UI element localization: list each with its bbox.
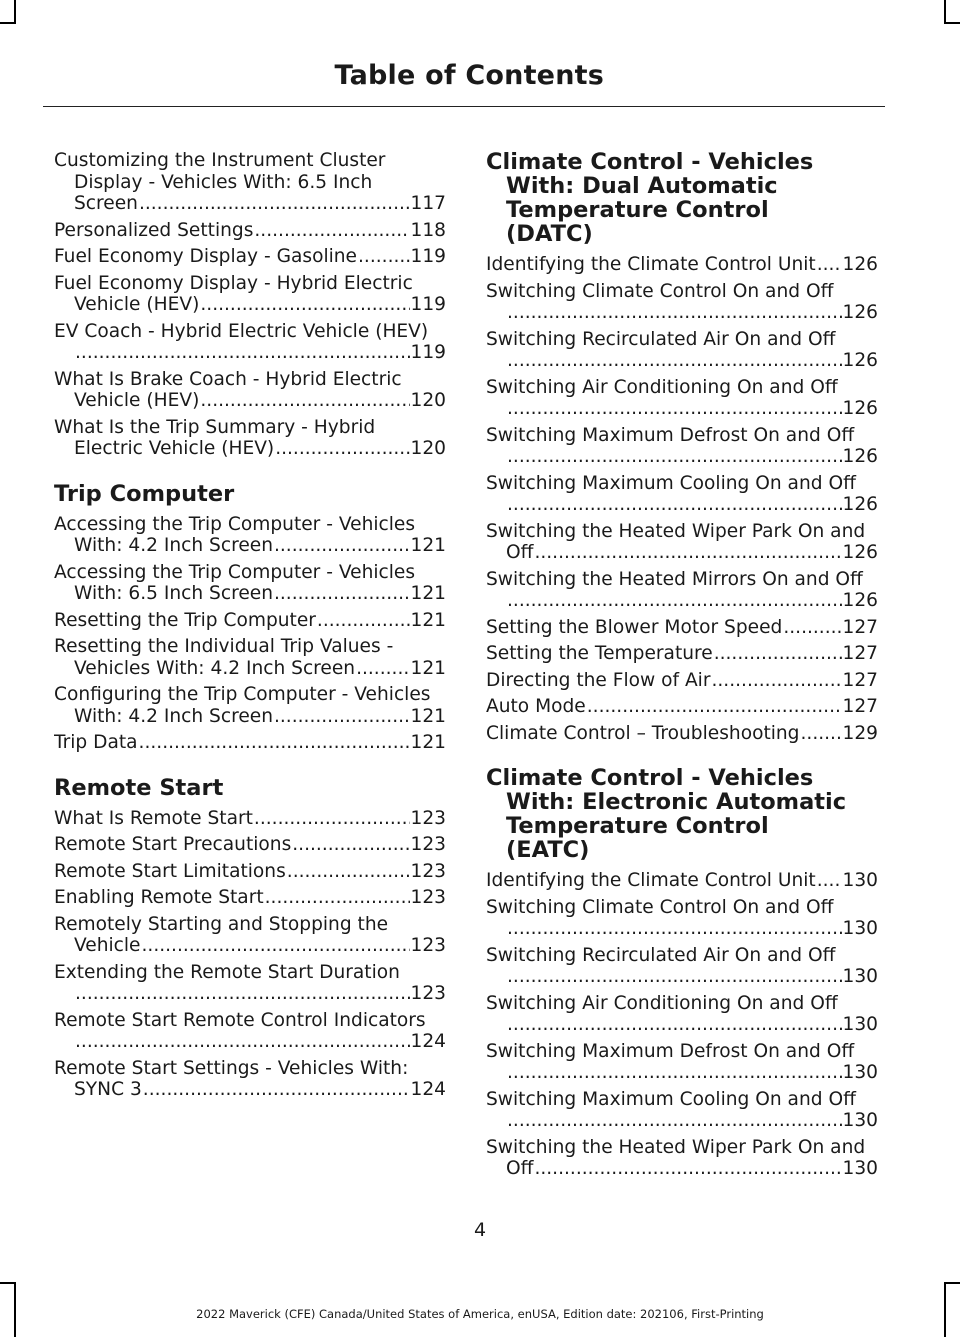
crop-mark bbox=[944, 0, 946, 24]
toc-entry-leader-row bbox=[54, 535, 446, 557]
section-heading-line: Temperature Control bbox=[506, 813, 769, 839]
toc-entry-leader-row bbox=[54, 1079, 446, 1101]
toc-entry-leader-row bbox=[486, 723, 878, 745]
toc-entry-page: 126 bbox=[842, 590, 878, 611]
toc-entry-title: Remote Start Precautions bbox=[54, 834, 292, 855]
toc-entry-leader-row bbox=[54, 220, 446, 242]
toc-entry[interactable] bbox=[486, 254, 878, 276]
toc-entry-title: Personalized Settings bbox=[54, 219, 254, 241]
toc-entry[interactable] bbox=[486, 569, 878, 612]
toc-entry-title: With: 4.2 Inch Screen bbox=[74, 535, 273, 556]
section-heading bbox=[486, 150, 878, 246]
toc-entry-title-line: Configuring the Trip Computer - Vehicles bbox=[54, 684, 431, 705]
dot-leader bbox=[711, 670, 841, 692]
toc-entry-page: 130 bbox=[842, 870, 878, 891]
dot-leader bbox=[507, 1110, 842, 1132]
toc-entry[interactable] bbox=[54, 684, 446, 727]
toc-entry-title-line: Switching Air Conditioning On and Off bbox=[486, 376, 838, 398]
dot-leader bbox=[507, 494, 842, 516]
toc-entry-title-line: Fuel Economy Display - Hybrid Electric bbox=[54, 272, 413, 294]
toc-entry-title: Vehicle (HEV) bbox=[74, 390, 200, 411]
toc-entry-page: 124 bbox=[410, 1031, 446, 1052]
toc-entry[interactable] bbox=[486, 670, 878, 692]
toc-entry[interactable] bbox=[54, 514, 446, 557]
dot-leader bbox=[507, 302, 842, 324]
crop-mark bbox=[944, 22, 960, 24]
toc-entry-title: With: 6.5 Inch Screen bbox=[74, 583, 273, 604]
toc-entry[interactable] bbox=[486, 723, 878, 745]
toc-entry-leader-row bbox=[54, 935, 446, 957]
toc-entry-page: 121 bbox=[410, 583, 446, 604]
dot-leader bbox=[254, 808, 410, 830]
toc-entry[interactable] bbox=[486, 473, 878, 516]
crop-mark bbox=[0, 22, 16, 24]
toc-entry[interactable] bbox=[486, 696, 878, 718]
toc-entry-page: 123 bbox=[410, 834, 446, 855]
section-heading-line: (DATC) bbox=[506, 221, 593, 247]
toc-entry[interactable] bbox=[54, 610, 446, 632]
toc-entry-page: 117 bbox=[410, 193, 446, 214]
toc-entry-title: Resetting the Trip Computer bbox=[54, 609, 316, 631]
toc-entry[interactable] bbox=[486, 329, 878, 372]
toc-entry-title-line: Switching Climate Control On and Off bbox=[486, 280, 834, 302]
toc-entry-title: Fuel Economy Display - Gasoline bbox=[54, 246, 358, 267]
toc-entry[interactable] bbox=[486, 870, 878, 892]
toc-entry-page: 119 bbox=[410, 342, 446, 363]
crop-mark bbox=[14, 0, 16, 24]
dot-leader bbox=[143, 1079, 410, 1101]
toc-entry-leader-row bbox=[54, 861, 446, 883]
dot-leader bbox=[817, 870, 842, 892]
toc-entry-title: Climate Control – Troubleshooting bbox=[486, 722, 800, 744]
toc-entry[interactable] bbox=[54, 808, 446, 830]
header-divider bbox=[43, 106, 885, 107]
section-heading bbox=[54, 776, 446, 800]
toc-entry[interactable] bbox=[486, 281, 878, 324]
toc-entry[interactable] bbox=[486, 1137, 878, 1180]
dot-leader bbox=[817, 254, 842, 276]
toc-entry-leader-row bbox=[486, 1014, 878, 1036]
section-heading bbox=[486, 766, 878, 862]
dot-leader bbox=[507, 590, 842, 612]
dot-leader bbox=[714, 643, 842, 665]
toc-entry-page: 126 bbox=[842, 254, 878, 275]
toc-entry[interactable] bbox=[486, 425, 878, 468]
page-number: 4 bbox=[473, 1219, 487, 1241]
toc-entry-title: What Is Remote Start bbox=[54, 807, 253, 829]
toc-entry[interactable] bbox=[54, 369, 446, 412]
toc-entry-title: Auto Mode bbox=[486, 696, 586, 717]
dot-leader bbox=[265, 887, 410, 909]
toc-entry[interactable] bbox=[486, 1089, 878, 1132]
section-heading-line: Climate Control - Vehicles bbox=[486, 149, 814, 175]
toc-entry-title: Vehicles With: 4.2 Inch Screen bbox=[74, 657, 356, 679]
toc-entry-leader-row bbox=[54, 246, 446, 268]
toc-entry-leader-row bbox=[486, 590, 878, 612]
toc-entry-page: 130 bbox=[842, 1062, 878, 1083]
toc-entry-title: Off bbox=[506, 1158, 534, 1179]
toc-entry-leader-row bbox=[486, 302, 878, 324]
toc-entry[interactable] bbox=[54, 861, 446, 883]
dot-leader bbox=[356, 658, 409, 680]
toc-entry-leader-row bbox=[486, 398, 878, 420]
toc-entry-page: 123 bbox=[410, 935, 446, 956]
dot-leader bbox=[274, 535, 410, 557]
toc-entry-leader-row bbox=[486, 918, 878, 940]
dot-leader bbox=[274, 583, 410, 605]
toc-entry-page: 121 bbox=[410, 657, 446, 679]
dot-leader bbox=[507, 446, 842, 468]
toc-entry-title: Enabling Remote Start bbox=[54, 887, 264, 908]
toc-entry-page: 127 bbox=[842, 669, 878, 691]
toc-entry-title-line: Customizing the Instrument Cluster bbox=[54, 150, 386, 171]
toc-entry-title: With: 4.2 Inch Screen bbox=[74, 705, 273, 727]
toc-entry-page: 121 bbox=[410, 732, 446, 753]
toc-entry-title: Setting the Blower Motor Speed bbox=[486, 616, 783, 638]
toc-entry-leader-row bbox=[486, 670, 878, 692]
toc-entry[interactable] bbox=[54, 834, 446, 856]
toc-entry-page: 121 bbox=[410, 705, 446, 727]
toc-entry-leader-row bbox=[486, 446, 878, 468]
toc-entry-leader-row bbox=[486, 643, 878, 665]
toc-entry-leader-row bbox=[486, 696, 878, 718]
toc-entry-title: Vehicle bbox=[74, 935, 141, 956]
dot-leader bbox=[200, 294, 409, 316]
toc-entry-page: 120 bbox=[410, 390, 446, 411]
toc-entry-title-line: Switching the Heated Mirrors On and Off bbox=[486, 568, 863, 590]
section-heading bbox=[54, 482, 446, 506]
toc-entry-title: Directing the Flow of Air bbox=[486, 669, 711, 691]
toc-entry-page: 123 bbox=[410, 887, 446, 908]
toc-entry-page: 130 bbox=[842, 966, 878, 987]
toc-entry[interactable] bbox=[486, 1041, 878, 1084]
toc-entry-page: 126 bbox=[842, 494, 878, 515]
toc-entry-title-line: Extending the Remote Start Duration bbox=[54, 961, 400, 983]
toc-entry-leader-row bbox=[54, 342, 446, 364]
toc-entry[interactable] bbox=[54, 887, 446, 909]
toc-entry[interactable] bbox=[486, 897, 878, 940]
toc-entry[interactable] bbox=[54, 562, 446, 605]
dot-leader bbox=[75, 983, 410, 1005]
footer-edition-text: 2022 Maverick (CFE) Canada/United States of America, enUSA, Edition date: 202106, First-Printing bbox=[196, 1307, 764, 1321]
dot-leader bbox=[75, 1031, 410, 1053]
toc-entry-page: 126 bbox=[842, 302, 878, 323]
toc-entry-leader-row bbox=[486, 254, 878, 276]
toc-entry[interactable] bbox=[54, 636, 446, 679]
dot-leader bbox=[275, 438, 409, 460]
toc-entry[interactable] bbox=[486, 617, 878, 639]
toc-entry-page: 118 bbox=[410, 219, 446, 241]
dot-leader bbox=[254, 220, 409, 242]
toc-entry-leader-row bbox=[54, 193, 446, 215]
toc-entry[interactable] bbox=[54, 732, 446, 754]
toc-entry-title-line: Resetting the Individual Trip Values - bbox=[54, 636, 394, 657]
toc-entry-title: SYNC 3 bbox=[74, 1079, 142, 1100]
toc-entry-leader-row bbox=[486, 494, 878, 516]
toc-entry-title-line: Remotely Starting and Stopping the bbox=[54, 913, 389, 935]
toc-entry[interactable] bbox=[54, 1058, 446, 1101]
toc-entry-title-line: Accessing the Trip Computer - Vehicles bbox=[54, 561, 416, 583]
toc-entry[interactable] bbox=[54, 321, 446, 364]
toc-entry-page: 121 bbox=[410, 535, 446, 556]
toc-entry-page: 119 bbox=[410, 246, 446, 267]
toc-entry-title: Screen bbox=[74, 193, 138, 214]
toc-entry-title-line: Switching Air Conditioning On and Off bbox=[486, 992, 838, 1014]
dot-leader bbox=[507, 1062, 842, 1084]
toc-entry-page: 130 bbox=[842, 1014, 878, 1035]
toc-entry-page: 124 bbox=[410, 1079, 446, 1100]
toc-entry-title: Trip Data bbox=[54, 732, 138, 753]
toc-entry-leader-row bbox=[54, 1031, 446, 1053]
toc-entry-page: 123 bbox=[410, 983, 446, 1004]
toc-entry[interactable] bbox=[54, 962, 446, 1005]
toc-entry-title-line: Switching Climate Control On and Off bbox=[486, 896, 834, 918]
dot-leader bbox=[139, 193, 410, 215]
toc-entry-title-line: Switching Recirculated Air On and Off bbox=[486, 328, 836, 350]
toc-entry-title-line: Switching the Heated Wiper Park On and bbox=[486, 520, 866, 542]
dot-leader bbox=[587, 696, 842, 718]
toc-entry-page: 127 bbox=[842, 616, 878, 638]
dot-leader bbox=[358, 246, 409, 268]
toc-entry-leader-row bbox=[486, 542, 878, 564]
section-heading-line: Temperature Control bbox=[506, 197, 769, 223]
dot-leader bbox=[801, 723, 842, 745]
dot-leader bbox=[200, 390, 409, 412]
toc-right-column bbox=[486, 150, 878, 1185]
toc-entry-page: 130 bbox=[842, 1158, 878, 1179]
toc-entry[interactable] bbox=[54, 273, 446, 316]
dot-leader bbox=[507, 966, 842, 988]
toc-entry-page: 130 bbox=[842, 918, 878, 939]
toc-entry-leader-row bbox=[486, 1110, 878, 1132]
toc-entry-leader-row bbox=[54, 808, 446, 830]
toc-entry[interactable] bbox=[54, 246, 446, 268]
toc-entry-leader-row bbox=[54, 983, 446, 1005]
toc-entry-page: 130 bbox=[842, 1110, 878, 1131]
dot-leader bbox=[139, 732, 410, 754]
toc-entry-page: 121 bbox=[410, 609, 446, 631]
toc-entry-title-line: What Is Brake Coach - Hybrid Electric bbox=[54, 368, 402, 390]
section-heading-line: (EATC) bbox=[506, 837, 590, 863]
toc-entry-leader-row bbox=[54, 732, 446, 754]
toc-entry-page: 127 bbox=[842, 643, 878, 664]
toc-entry-page: 127 bbox=[842, 696, 878, 717]
toc-entry-title-line: Display - Vehicles With: 6.5 Inch bbox=[74, 171, 373, 193]
toc-entry-title-line: What Is the Trip Summary - Hybrid bbox=[54, 416, 376, 438]
toc-entry-leader-row bbox=[486, 1158, 878, 1180]
dot-leader bbox=[507, 350, 842, 372]
toc-entry-leader-row bbox=[54, 658, 446, 680]
toc-entry-title: Remote Start Limitations bbox=[54, 860, 286, 882]
toc-entry-leader-row bbox=[486, 1062, 878, 1084]
toc-entry-title-line: Switching Maximum Defrost On and Off bbox=[486, 1040, 855, 1062]
toc-entry-page: 119 bbox=[410, 294, 446, 315]
toc-entry-title-line: Accessing the Trip Computer - Vehicles bbox=[54, 513, 416, 535]
dot-leader bbox=[292, 834, 409, 856]
toc-entry-title-line: Remote Start Remote Control Indicators bbox=[54, 1009, 426, 1031]
dot-leader bbox=[507, 398, 842, 420]
toc-entry-title-line: Switching Maximum Defrost On and Off bbox=[486, 424, 855, 446]
toc-entry-title-line: Switching Maximum Cooling On and Off bbox=[486, 1088, 856, 1110]
toc-entry-title: Electric Vehicle (HEV) bbox=[74, 438, 275, 459]
toc-entry-leader-row bbox=[54, 706, 446, 728]
toc-entry-leader-row bbox=[486, 617, 878, 639]
toc-entry-leader-row bbox=[54, 887, 446, 909]
toc-entry-leader-row bbox=[54, 438, 446, 460]
section-heading-line: Trip Computer bbox=[54, 480, 235, 507]
toc-entry-title-line: Switching the Heated Wiper Park On and bbox=[486, 1136, 866, 1158]
toc-entry-page: 126 bbox=[842, 542, 878, 563]
page-title: Table of Contents bbox=[334, 60, 604, 91]
toc-entry-title: Setting the Temperature bbox=[486, 643, 713, 664]
toc-entry-page: 126 bbox=[842, 446, 878, 467]
toc-left-column bbox=[54, 150, 446, 1106]
toc-entry-title-line: Switching Recirculated Air On and Off bbox=[486, 944, 836, 966]
crop-mark bbox=[0, 1282, 16, 1284]
toc-entry-leader-row bbox=[486, 966, 878, 988]
toc-entry-page: 123 bbox=[410, 807, 446, 829]
toc-entry-leader-row bbox=[54, 583, 446, 605]
toc-entry-page: 129 bbox=[842, 722, 878, 744]
crop-mark bbox=[944, 1282, 960, 1284]
toc-entry[interactable] bbox=[54, 1010, 446, 1053]
section-heading-line: Remote Start bbox=[54, 774, 224, 801]
toc-entry-leader-row bbox=[486, 350, 878, 372]
dot-leader bbox=[317, 610, 410, 632]
section-heading-line: With: Electronic Automatic bbox=[506, 789, 847, 815]
toc-entry-title: Vehicle (HEV) bbox=[74, 294, 200, 315]
toc-entry-page: 126 bbox=[842, 398, 878, 419]
toc-entry-title-line: Remote Start Settings - Vehicles With: bbox=[54, 1057, 409, 1079]
toc-entry-leader-row bbox=[54, 834, 446, 856]
toc-entry-page: 123 bbox=[410, 860, 446, 882]
toc-entry-leader-row bbox=[54, 610, 446, 632]
toc-entry-page: 126 bbox=[842, 350, 878, 371]
dot-leader bbox=[274, 706, 410, 728]
toc-entry[interactable] bbox=[486, 521, 878, 564]
toc-entry[interactable] bbox=[486, 945, 878, 988]
toc-entry-title-line: Switching Maximum Cooling On and Off bbox=[486, 472, 856, 494]
dot-leader bbox=[142, 935, 410, 957]
dot-leader bbox=[75, 342, 410, 364]
dot-leader bbox=[534, 1158, 841, 1180]
toc-entry-title: Identifying the Climate Control Unit bbox=[486, 870, 816, 891]
dot-leader bbox=[507, 918, 842, 940]
toc-entry[interactable] bbox=[54, 417, 446, 460]
toc-entry[interactable] bbox=[54, 220, 446, 242]
toc-entry[interactable] bbox=[486, 643, 878, 665]
dot-leader bbox=[287, 861, 410, 883]
toc-entry-title: Off bbox=[506, 542, 534, 563]
toc-entry[interactable] bbox=[486, 377, 878, 420]
section-heading-line: With: Dual Automatic bbox=[506, 173, 778, 199]
toc-entry[interactable] bbox=[54, 914, 446, 957]
toc-entry-page: 120 bbox=[410, 438, 446, 459]
toc-entry-leader-row bbox=[486, 870, 878, 892]
toc-entry-leader-row bbox=[54, 294, 446, 316]
dot-leader bbox=[534, 542, 841, 564]
section-heading-line: Climate Control - Vehicles bbox=[486, 765, 814, 791]
dot-leader bbox=[783, 617, 841, 639]
toc-entry-leader-row bbox=[54, 390, 446, 412]
toc-entry[interactable] bbox=[54, 150, 446, 215]
toc-entry[interactable] bbox=[486, 993, 878, 1036]
toc-entry-title-line: EV Coach - Hybrid Electric Vehicle (HEV) bbox=[54, 320, 429, 342]
dot-leader bbox=[507, 1014, 842, 1036]
toc-entry-title: Identifying the Climate Control Unit bbox=[486, 254, 816, 275]
